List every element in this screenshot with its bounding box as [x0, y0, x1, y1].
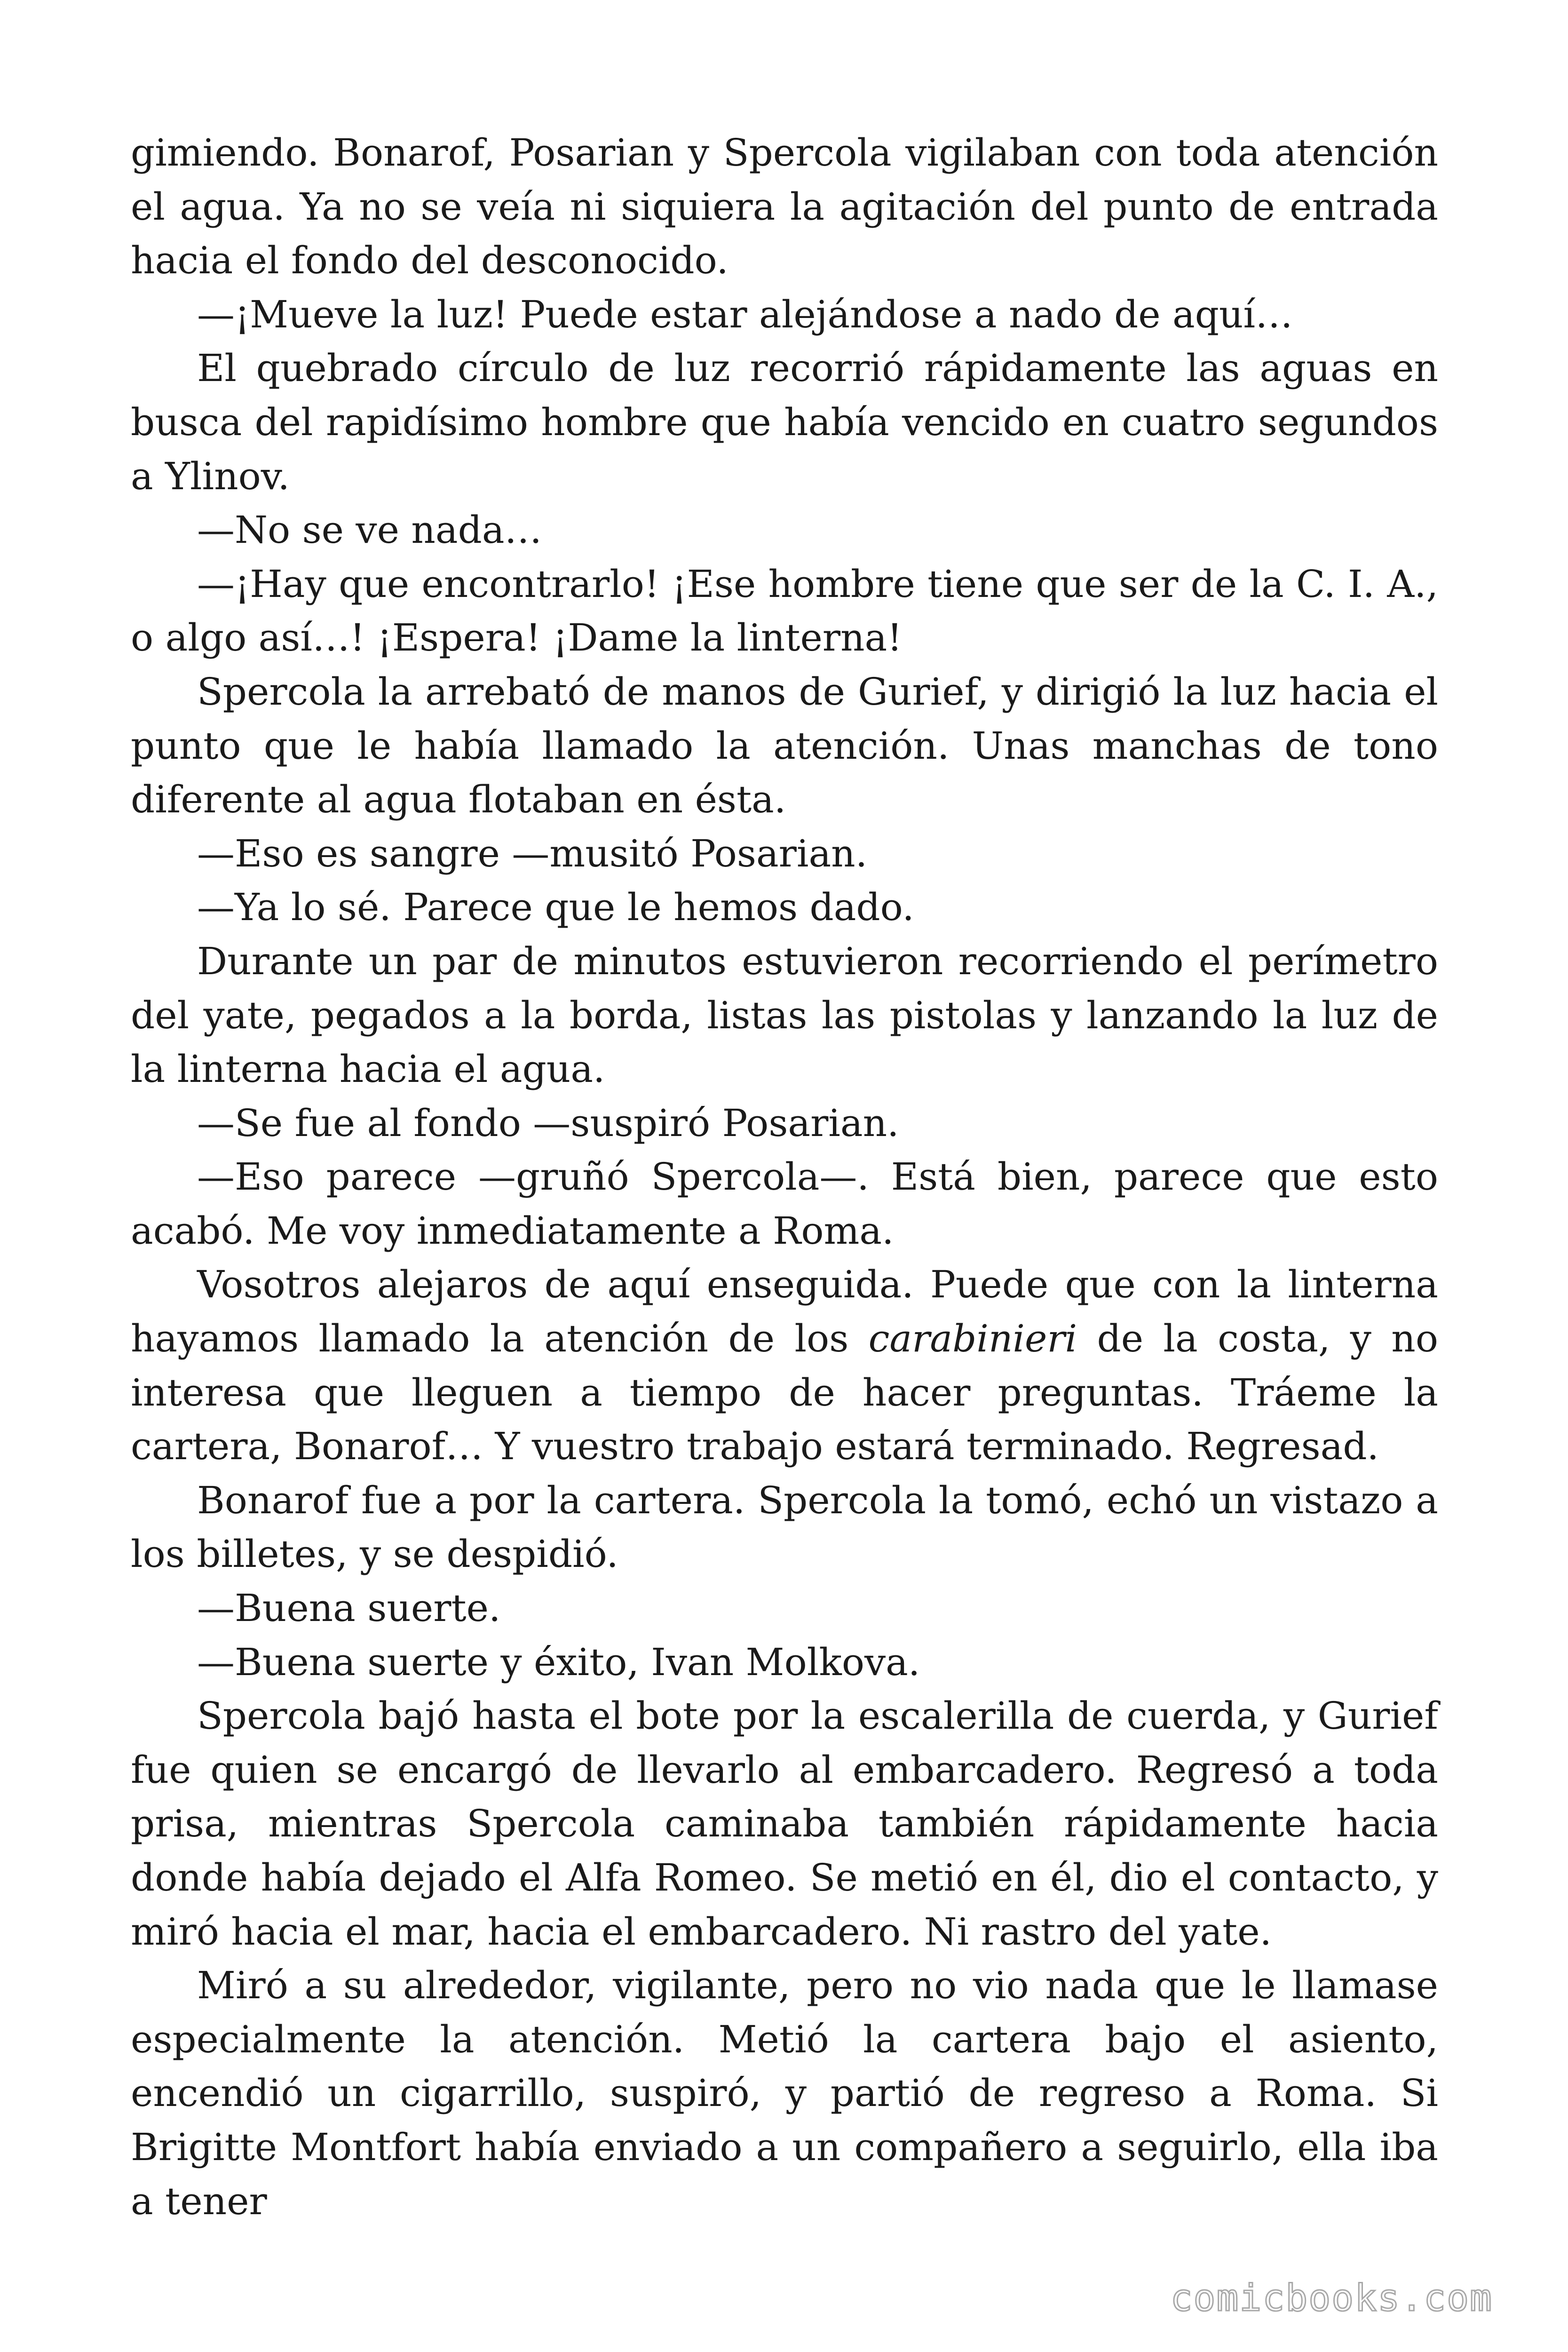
- paragraph-12-italic-term: carabinieri: [868, 1317, 1077, 1361]
- paragraph-13: Bonarof fue a por la cartera. Spercola la tomó, echó un vistazo a los billetes, y se despidió.: [131, 1478, 1438, 1576]
- watermark-text: comicbooks.com: [1170, 2277, 1493, 2320]
- paragraph-7: —Eso es sangre —musitó Posarian.: [197, 831, 868, 875]
- paragraph-1: gimiendo. Bonarof, Posarian y Spercola vigilaban con toda atención el agua. Ya no se veía ni siquiera la agitación del punto de entrada hacia el fondo del desconocido.: [131, 131, 1438, 283]
- paragraph-9: Durante un par de minutos estuvieron recorriendo el perímetro del yate, pegados a la borda, listas las pistolas y lanzando la luz de la linterna hacia el agua.: [131, 939, 1438, 1091]
- paragraph-10: —Se fue al fondo —suspiró Posarian.: [197, 1101, 899, 1145]
- paragraph-3: El quebrado círculo de luz recorrió rápidamente las aguas en busca del rapidísimo hombre que había vencido en cuatro segundos a Ylinov.: [131, 346, 1438, 498]
- paragraph-15: —Buena suerte y éxito, Ivan Molkova.: [197, 1640, 920, 1684]
- paragraph-11: —Eso parece —gruñó Spercola—. Está bien, parece que esto acabó. Me voy inmediatamente a Roma.: [131, 1155, 1438, 1253]
- paragraph-12-text-after: de la costa, y no interesa que lleguen a tiempo de hacer preguntas. Tráeme la cartera, Bonarof… Y vuestro trabajo estará terminado. Regresad.: [131, 1317, 1438, 1469]
- paragraph-2: —¡Mueve la luz! Puede estar alejándose a nado de aquí…: [197, 292, 1293, 336]
- paragraph-4: —No se ve nada…: [197, 508, 542, 552]
- paragraph-14: —Buena suerte.: [197, 1586, 501, 1630]
- paragraph-12-text-before: Vosotros alejaros de aquí enseguida. Puede que con la linterna hayamos llamado la atención de los: [131, 1263, 1438, 1361]
- book-page-text: [131, 126, 1438, 2228]
- paragraph-17: Miró a su alrededor, vigilante, pero no vio nada que le llamase especialmente la atención. Metió la cartera bajo el asiento, encendió un cigarrillo, suspiró, y partió de regreso a Roma. Si Brigitte Montfort había enviado a un compañero a seguirlo, ella iba a tener: [131, 1963, 1438, 2223]
- paragraph-5: —¡Hay que encontrarlo! ¡Ese hombre tiene que ser de la C. I. A., o algo así…! ¡Espera! ¡Dame la linterna!: [131, 562, 1438, 660]
- paragraph-8: —Ya lo sé. Parece que le hemos dado.: [197, 885, 914, 930]
- paragraph-16: Spercola bajó hasta el bote por la escalerilla de cuerda, y Gurief fue quien se encargó de llevarlo al embarcadero. Regresó a toda prisa, mientras Spercola caminaba también rápidamente hacia donde había dejado el Alfa Romeo. Se metió en él, dio el contacto, y miró hacia el mar, hacia el embarcadero. Ni rastro del yate.: [131, 1694, 1438, 1954]
- paragraph-6: Spercola la arrebató de manos de Gurief, y dirigió la luz hacia el punto que le había llamado la atención. Unas manchas de tono diferente al agua flotaban en ésta.: [131, 669, 1438, 822]
- paragraph-12: [131, 1258, 1438, 1473]
